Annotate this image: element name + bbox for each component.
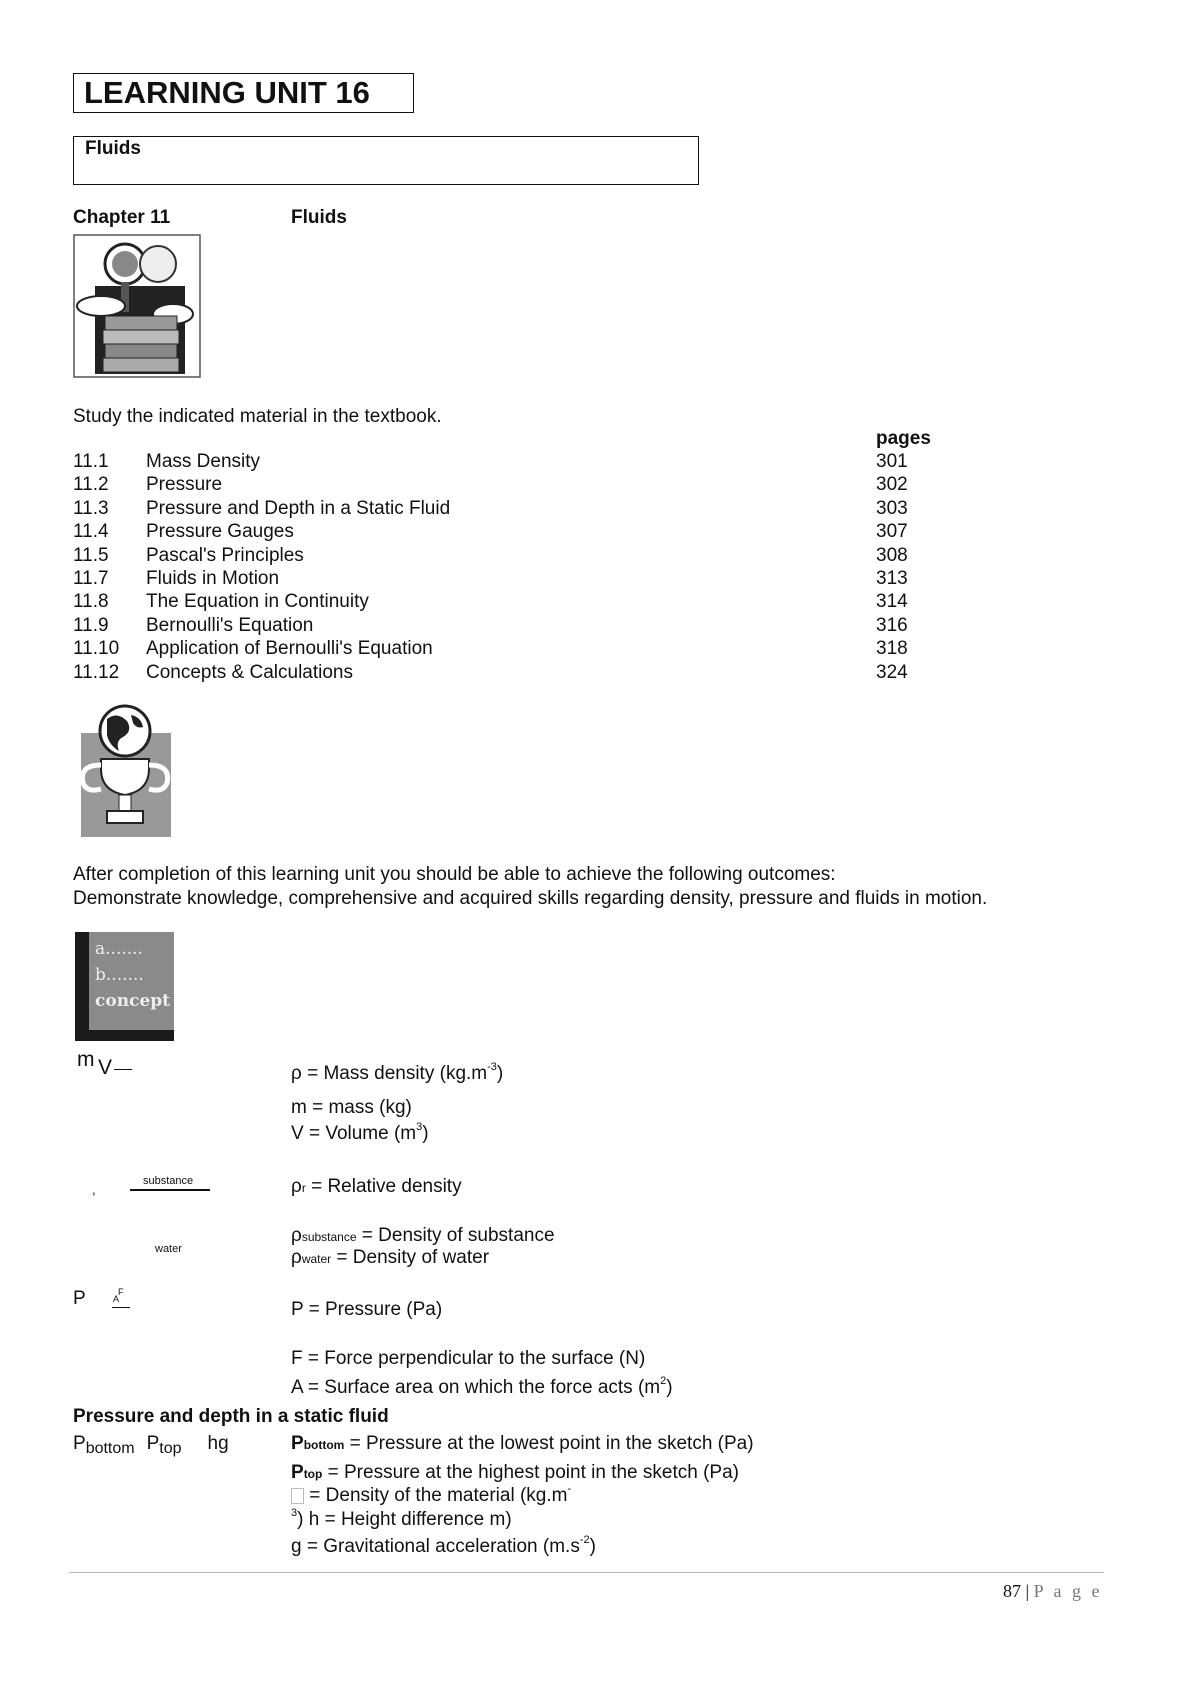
- section-number: 11.3: [73, 497, 109, 519]
- relative-density-bar: [130, 1189, 210, 1191]
- height-difference-definition: $^3$) h = Height difference m): [291, 1507, 512, 1530]
- section-row: [73, 638, 923, 661]
- material-density-definition: = Density of the material (kg.m-: [291, 1485, 571, 1507]
- concept-icon: [75, 932, 174, 1041]
- section-title: Application of Bernoulli's Equation: [146, 638, 433, 660]
- page-label: P a g e: [1033, 1581, 1103, 1601]
- page-footer: 87 | P a g e: [1003, 1581, 1103, 1601]
- section-row: [73, 662, 923, 685]
- section-page: 324: [876, 661, 908, 683]
- gravity-definition: g = Gravitational acceleration $(m.s^{-2})$: [291, 1534, 596, 1557]
- pressure-formula-p: P: [73, 1288, 86, 1309]
- static-fluid-formula: $P_{bottom}$ $P_{top}$ hg: [73, 1433, 229, 1457]
- section-number: 11.1: [73, 451, 109, 472]
- concept-icon-line3: concept: [95, 991, 170, 1011]
- relative-density-numerator: substance: [143, 1175, 194, 1187]
- section-number: 11.12: [73, 661, 120, 683]
- section-page: 303: [876, 497, 908, 519]
- force-definition: F = Force perpendicular to the surface (N): [291, 1348, 646, 1369]
- section-page: 313: [876, 568, 908, 589]
- rho-substance-definition: ρsubstance = Density of substance: [291, 1225, 555, 1246]
- unit-title-box: [73, 73, 414, 113]
- section-page: 314: [876, 591, 908, 613]
- area-definition: A = Surface area on which the force acts $(m^2)$: [291, 1375, 673, 1398]
- section-row: [73, 545, 923, 568]
- section-title: Pressure Gauges: [146, 521, 294, 543]
- rho-definition: ρ = Mass density $(kg.m^{-3})$: [291, 1061, 504, 1084]
- section-number: 11.9: [73, 614, 109, 636]
- relative-density-comma: ,: [92, 1182, 96, 1197]
- density-formula-v: V: [98, 1056, 113, 1079]
- pressure-formula-bar: [112, 1307, 130, 1308]
- section-title: Bernoulli's Equation: [146, 614, 314, 636]
- section-title: Mass Density: [146, 451, 261, 472]
- concept-icon-line1: a.......: [95, 939, 143, 959]
- relative-density-definition: ρr = Relative density: [291, 1176, 462, 1197]
- section-row: [73, 474, 923, 497]
- section-title: Fluids in Motion: [146, 568, 280, 589]
- topic-title: Fluids: [85, 138, 141, 159]
- section-page: 302: [876, 474, 908, 496]
- page-number: 87: [1003, 1581, 1021, 1601]
- pressure-definition: P = Pressure (Pa): [291, 1299, 443, 1320]
- footer-divider: [69, 1572, 1104, 1573]
- section-title: Pascal's Principles: [146, 544, 304, 566]
- chapter-label: Chapter 11: [73, 207, 171, 228]
- section-row: [73, 451, 923, 474]
- section-page: 316: [876, 614, 908, 636]
- density-formula-bar: [114, 1069, 132, 1070]
- section-page: 301: [876, 451, 908, 472]
- volume-definition: V = Volume $(m^3)$: [291, 1121, 429, 1144]
- missing-glyph-box: [291, 1488, 304, 1504]
- concept-icon-line2: b.......: [95, 965, 144, 985]
- section-page: 308: [876, 544, 908, 566]
- pbottom-definition: Pbottom = Pressure at the lowest point in the sketch (Pa): [291, 1433, 754, 1454]
- study-icon: [73, 234, 201, 378]
- static-fluid-heading: Pressure and depth in a static fluid: [73, 1406, 389, 1427]
- section-row: [73, 498, 923, 521]
- study-instruction: Study the indicated material in the textbook.: [73, 406, 442, 427]
- section-number: 11.8: [73, 591, 109, 613]
- mass-definition: m = mass (kg): [291, 1097, 412, 1118]
- trophy-globe-icon: [73, 703, 178, 840]
- section-row: [73, 521, 923, 544]
- section-title: The Equation in Continuity: [146, 591, 369, 613]
- outcomes-intro: After completion of this learning unit you should be able to achieve the following outcomes:: [73, 864, 836, 885]
- chapter-name: Fluids: [291, 207, 347, 228]
- section-number: 11.4: [73, 521, 109, 543]
- section-page: 307: [876, 521, 908, 543]
- section-number: 11.10: [73, 638, 120, 660]
- topic-box: [73, 136, 699, 185]
- density-formula-m: m: [77, 1048, 95, 1071]
- section-row: [73, 591, 923, 614]
- section-title: Pressure and Depth in a Static Fluid: [146, 497, 451, 519]
- ptop-definition: Ptop = Pressure at the highest point in the sketch (Pa): [291, 1462, 739, 1483]
- rho-water-definition: ρwater = Density of water: [291, 1247, 490, 1268]
- pressure-formula-numerator: F: [118, 1287, 124, 1297]
- section-number: 11.2: [73, 474, 109, 496]
- pressure-formula-denominator: A: [113, 1294, 120, 1304]
- pages-header: pages: [876, 428, 931, 449]
- section-row: [73, 568, 923, 591]
- outcomes-text: Demonstrate knowledge, comprehensive and acquired skills regarding density, pressure and fluids in motion.: [73, 888, 988, 909]
- section-row: [73, 615, 923, 638]
- relative-density-denominator: water: [155, 1243, 182, 1255]
- section-title: Concepts & Calculations: [146, 661, 353, 683]
- section-number: 11.7: [73, 568, 109, 589]
- section-title: Pressure: [146, 474, 223, 496]
- unit-title: LEARNING UNIT 16: [84, 75, 370, 110]
- section-page: 318: [876, 638, 908, 660]
- section-number: 11.5: [73, 544, 109, 566]
